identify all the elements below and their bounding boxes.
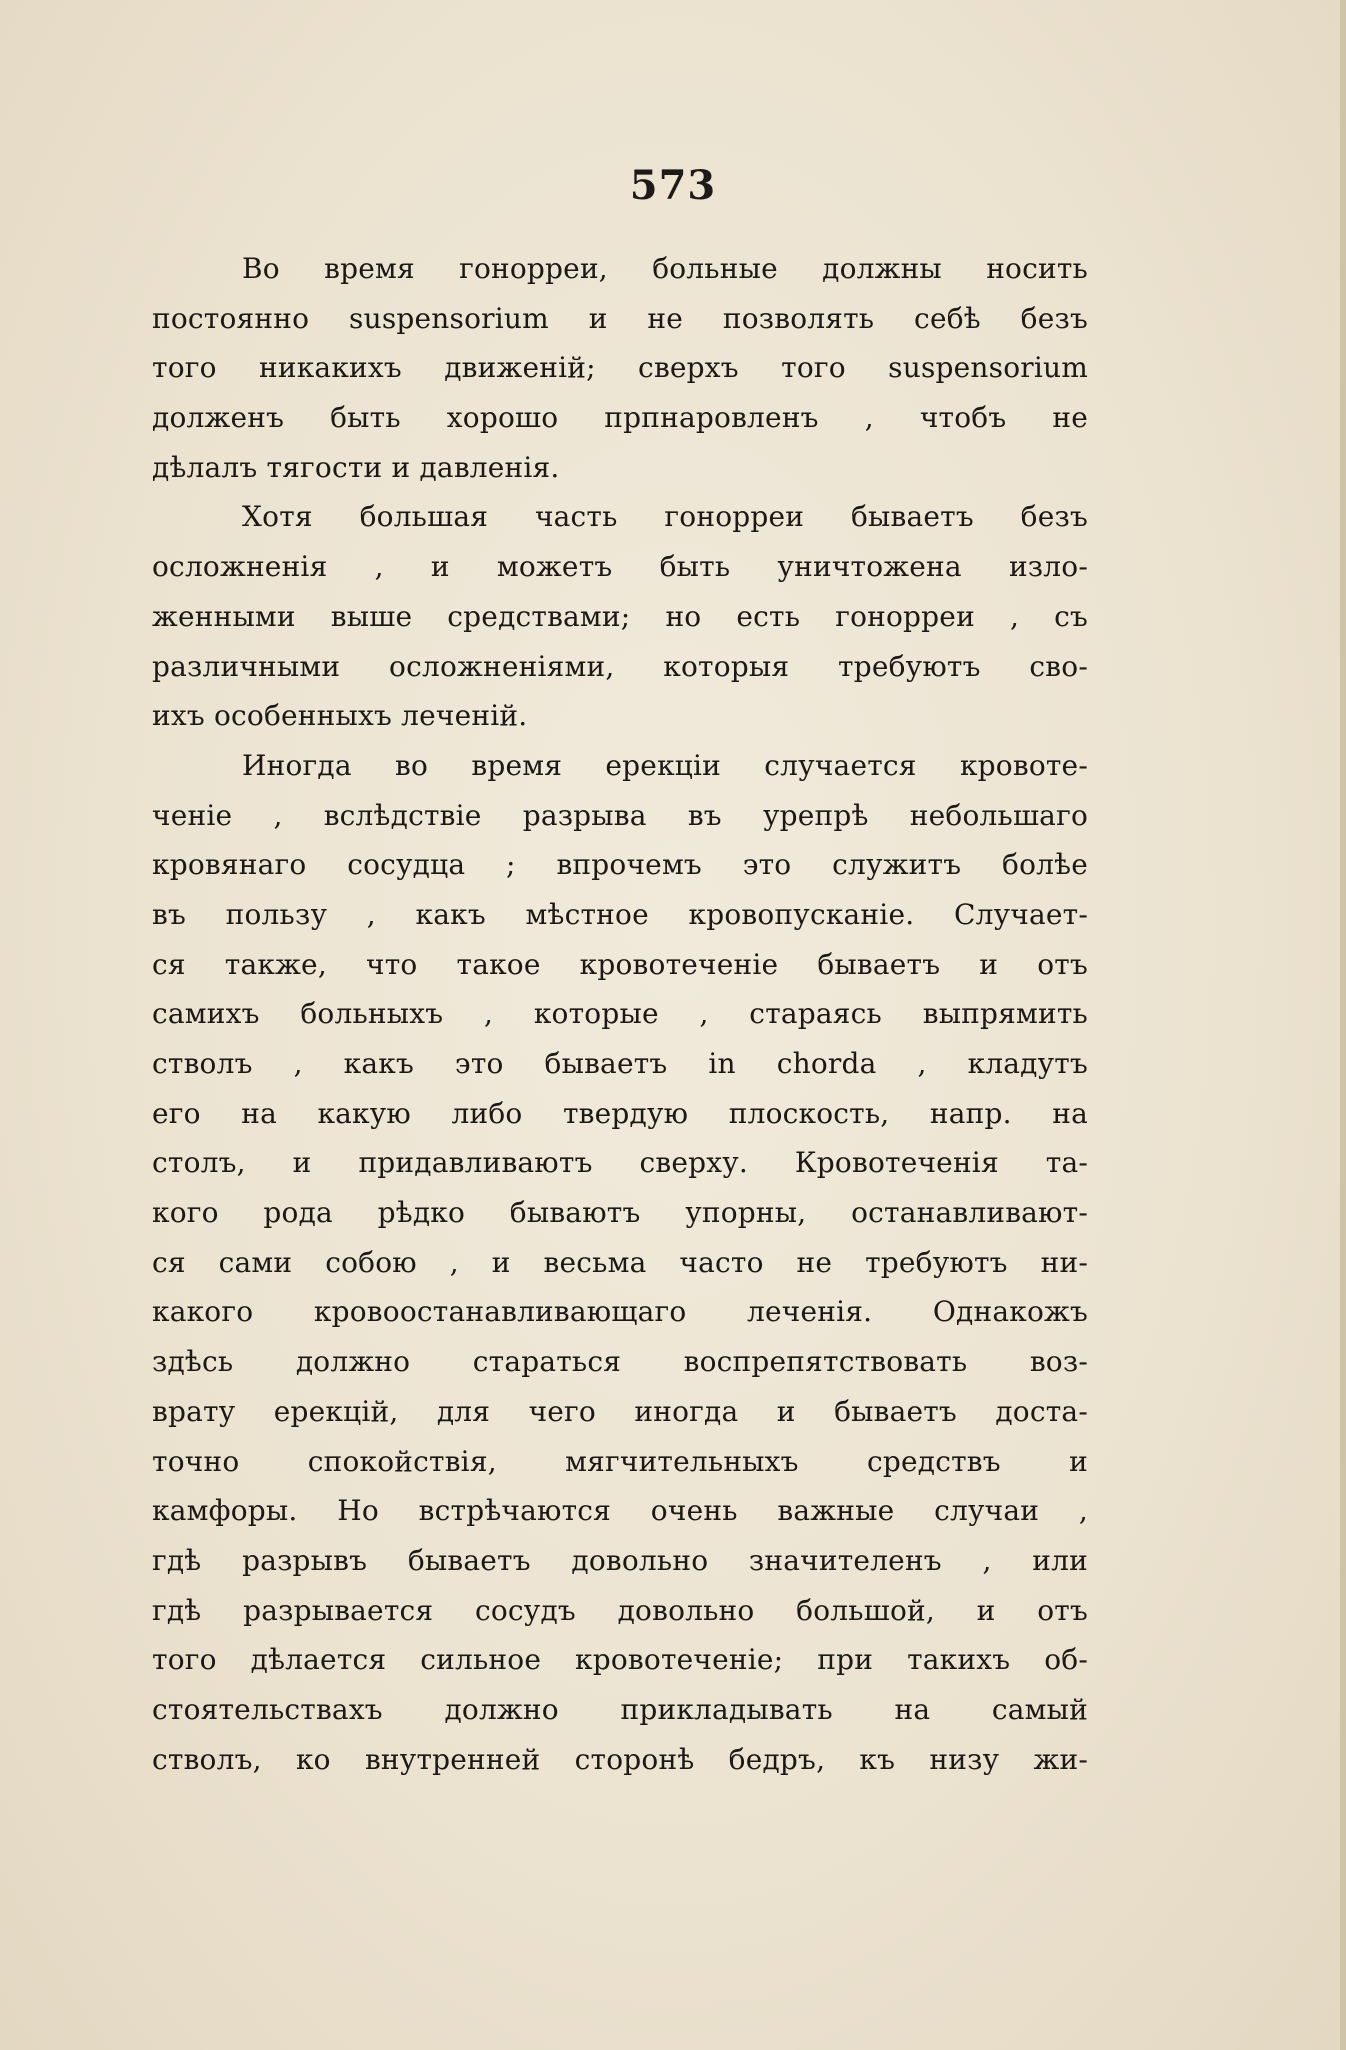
text-line: столъ, и придавливаютъ сверху. Кровотеченія та- [152, 1146, 1088, 1180]
text-line: стволъ , какъ это бываетъ in chorda , кладутъ [152, 1047, 1088, 1080]
text-line: гдѣ разрывъ бываетъ довольно значителенъ , или [152, 1543, 1088, 1577]
text-line: врату ерекцій, для чего иногда и бываетъ доста- [152, 1394, 1088, 1428]
text-line: его на какую либо твердую плоскость, напр. на [152, 1096, 1088, 1130]
text-line: самихъ больныхъ , которые , стараясь выпрямить [152, 997, 1088, 1031]
text-line: Во время гонорреи, больные должны носить [242, 252, 1088, 285]
page-text [152, 244, 1088, 1784]
text-line: здѣсь должно стараться воспрепятствовать воз- [152, 1345, 1088, 1379]
text-line: различными осложненіями, которыя требуютъ сво- [152, 649, 1088, 683]
text-line: точно спокойствія, мягчительныхъ средствъ и [152, 1444, 1088, 1478]
text-line: ченіе , вслѣдствіе разрыва въ урепрѣ небольшаго [152, 798, 1088, 832]
text-line: кого рода рѣдко бываютъ упорны, останавливают- [152, 1196, 1088, 1230]
text-line: того никакихъ движеній; сверхъ того suspensorium [152, 351, 1088, 385]
text-line: Иногда во время ерекціи случается кровоте- [242, 748, 1088, 782]
text-line: осложненія , и можетъ быть уничтожена изло- [152, 550, 1088, 584]
text-line: какого кровоостанавливающаго леченія. Однакожъ [152, 1295, 1088, 1329]
text-line: въ пользу , какъ мѣстное кровопусканіе. Случает- [152, 897, 1088, 931]
text-line: долженъ быть хорошо прпнаровлeнъ , чтобъ не [152, 401, 1088, 435]
page-edge [1340, 0, 1346, 2050]
text-line: гдѣ разрывается сосудъ довольно большой, и отъ [152, 1593, 1088, 1627]
text-line: постоянно suspensorium и не позволять себѣ безъ [152, 301, 1088, 335]
text-line: дѣлалъ тягости и давленія. [152, 450, 560, 484]
text-line: ся сами собою , и весьма часто не требуютъ ни- [152, 1245, 1088, 1279]
text-line: кровянаго сосудца ; впрочемъ это служитъ болѣе [152, 848, 1088, 882]
text-line: Хотя большая часть гонорреи бываетъ безъ [242, 500, 1088, 534]
text-line: ся также, что такое кровотеченіе бываетъ и отъ [152, 947, 1088, 981]
text-line: женными выше средствами; но есть гонорреи , съ [152, 599, 1088, 633]
text-line: ихъ особенныхъ леченій. [152, 699, 528, 733]
page-number: 573 [629, 162, 717, 209]
text-line: того дѣлается сильное кровотеченіе; при такихъ об- [152, 1643, 1088, 1677]
text-line: камфоры. Но встрѣчаются очень важные случаи , [152, 1494, 1088, 1528]
text-line: стволъ, ко внутренней сторонѣ бедръ, къ низу жи- [152, 1742, 1088, 1776]
text-line: стоятельствахъ должно прикладывать на самый [152, 1692, 1088, 1726]
